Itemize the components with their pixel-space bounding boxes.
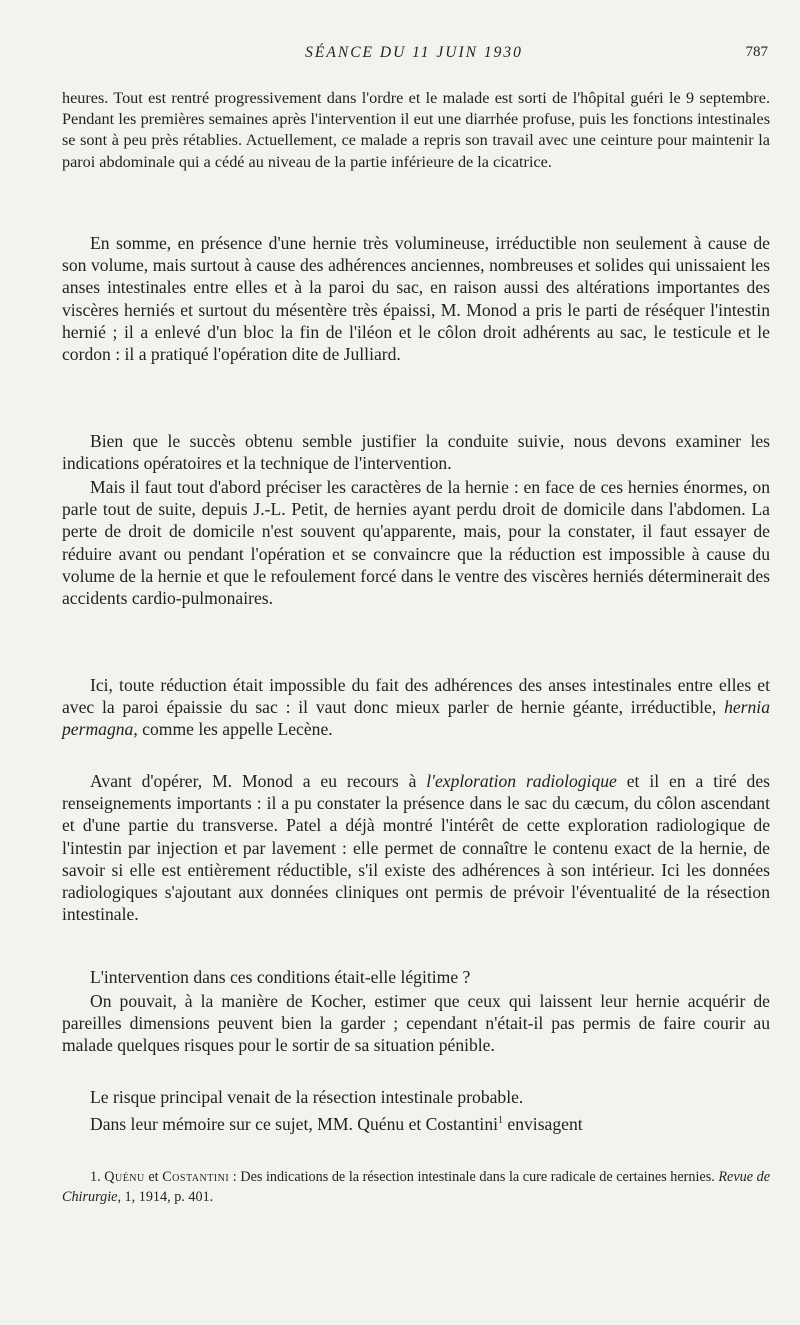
paragraph-mais-il-faut: Mais il faut tout d'abord préciser les caractères de la hernie : en face de ces hernies énormes, on parle tout de suite, depuis J.-L. Petit, de hernies ayant perdu droit de domicile dans l'abdomen. La perte de droit de domicile n'est souvent qu'apparente, mais, pour la constater, il faut essayer de réduire avant ou pendant l'opération et se convaincre que la réduction est impossible à cause du volume de la hernie et que le refoulement forcé dans le ventre des viscères herniés déterminerait des accidents cardio-pulmonaires. [62, 477, 770, 609]
running-title: SÉANCE DU 11 JUIN 1930 [305, 44, 523, 61]
paragraph-en-somme: En somme, en présence d'une hernie très volumineuse, irréductible non seulement à cause de son volume, mais surtout à cause des adhérences anciennes, nombreuses et solides qui unissaient les anses intestinales entre elles et à la paroi du sac, en raison aussi des altérations importantes des viscères herniés et surtout du mésentère très épaissi, M. Monod a pris le parti de réséquer l'intestin hernié ; il a enlevé d'un bloc la fin de l'iléon et le côlon droit adhérents au sac, le testicule et le cordon : il a pratiqué l'opération dite de Julliard. [62, 233, 770, 365]
footnote-text: , 1, 1914, p. 401. [117, 1189, 214, 1205]
page-number: 787 [745, 44, 768, 60]
footnote-text: : Des indications de la résection intestinale dans la cure radicale de certaines hernies. [229, 1169, 719, 1185]
paragraph-text: envisagent [503, 1113, 583, 1134]
footnote-author: Quénu [104, 1169, 145, 1185]
paragraph-dans-leur-memoire [62, 1110, 770, 1135]
italic-term: hernia permagna [62, 697, 770, 740]
footnote-number: 1. [90, 1169, 101, 1185]
footnote-text: et [144, 1169, 163, 1185]
paragraph-text: Ici, toute réduction était impossible du fait des adhérences des anses intestinales entre elles et avec la paroi épaissie du sac : il vaut donc mieux parler de hernie géante, irréductible, [62, 675, 770, 718]
paragraph-ici-toute-reduction [62, 674, 770, 741]
italic-term: l'exploration radiologique [426, 771, 617, 791]
paragraph-text: Avant d'opérer, M. Monod a eu recours à [90, 771, 427, 791]
paragraph-lintervention: L'intervention dans ces conditions était-elle légitime ? [90, 967, 471, 987]
footnote-author: Costantini [162, 1169, 230, 1185]
paragraph-text: , comme les appelle Lecène. [133, 719, 333, 740]
paragraph-text: et il en a tiré des renseignements importants : il a pu constater la présence dans le sac du cæcum, du côlon ascendant et d'une partie du transverse. Patel a déjà montré l'intérêt de cette exploration radiologique de l'intestin par injection et par lavement : elle permet de connaître le contenu exact de la hernie, de savoir si elle est entièrement réductible, s'il existe des adhérences à son intérieur. Ici les données radiologiques s'ajoutant aux données cliniques ont permis de prévoir l'éventualité de la résection intestinale. [62, 771, 770, 925]
footnote-reference: 1 [498, 1115, 503, 1126]
paragraph-bien-que: Bien que le succès obtenu semble justifier la conduite suivie, nous devons examiner les indications opératoires et la technique de l'intervention. [62, 431, 770, 474]
page-header [60, 44, 768, 68]
footnote-journal: Revue de Chirurgie [62, 1169, 771, 1205]
paragraph-le-risque: Le risque principal venait de la résection intestinale probable. [90, 1087, 524, 1107]
paragraph-text: Dans leur mémoire sur ce sujet, MM. Quénu et Costantini [90, 1113, 498, 1134]
paragraph-on-pouvait: On pouvait, à la manière de Kocher, estimer que ceux qui laissent leur hernie acquérir de pareilles dimensions peuvent bien la garder ; cependant n'était-il pas permis de faire courir au malade quelques risques pour le sortir de sa situation pénible. [62, 991, 770, 1056]
paragraph-continuation: heures. Tout est rentré progressivement dans l'ordre et le malade est sorti de l'hôpital guéri le 9 septembre. Pendant les premières semaines après l'intervention il eut une diarrhée profuse, puis les fonctions intestinales se sont à peu près rétablies. Actuellement, ce malade a repris son travail avec une ceinture pour maintenir la paroi abdominale qui a cédé au niveau de la partie inférieure de la cicatrice. [62, 89, 770, 171]
footnote [62, 1167, 770, 1207]
paragraph-avant-doperer [62, 770, 770, 925]
